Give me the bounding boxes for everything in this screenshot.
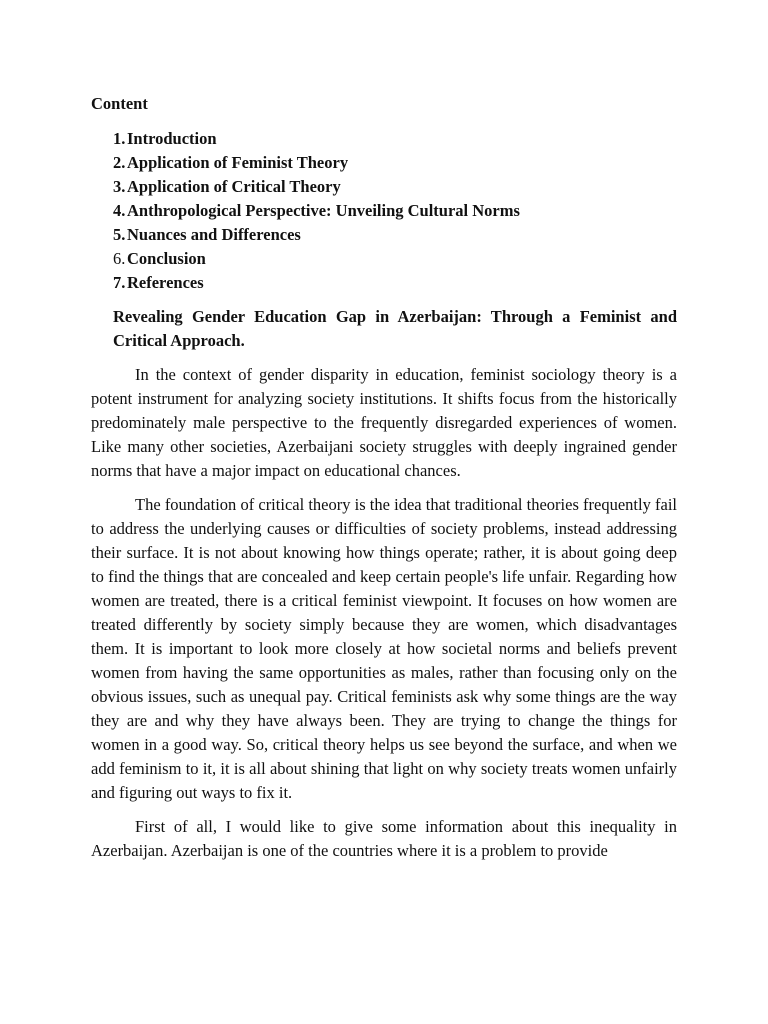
toc-item [91,223,677,247]
toc-number: 6. [113,249,126,268]
toc-label: Conclusion [127,249,206,268]
table-of-contents [91,127,677,295]
toc-item [91,199,677,223]
toc-item [91,127,677,151]
toc-number: 4. [113,201,126,220]
toc-label: References [127,273,204,292]
body-paragraph: First of all, I would like to give some information about this inequality in Azerbaijan. Azerbaijan is one of the countries where it is a problem to provide [91,817,677,860]
body-paragraph: In the context of gender disparity in education, feminist sociology theory is a potent instrument for analyzing society institutions. It shifts focus from the historically predominately male perspective to the frequently disregarded experiences of women. Like many other societies, Azerbaijani society struggles with deeply ingrained gender norms that have a major impact on educational chances. [91,365,677,480]
document-page [91,93,677,873]
toc-item [91,271,677,295]
body-paragraph: The foundation of critical theory is the idea that traditional theories frequently fail to address the underlying causes or difficulties of society problems, instead addressing their surface. It is not about knowing how things operate; rather, it is about going deep to find the things that are concealed and keep certain people's life unfair. Regarding how women are treated, there is a critical feminist viewpoint. It focuses on how women are treated differently by society simply because they are women, which disadvantages them. It is important to look more closely at how societal norms and beliefs prevent women from having the same opportunities as males, rather than focusing only on the obvious issues, such as unequal pay. Critical feminists ask why some things are the way they are and why they have always been. They are trying to change the things for women in a good way. So, critical theory helps us see beyond the surface, and when we add feminism to it, it is all about shining that light on why society treats women unfairly and figuring out ways to fix it. [91,495,677,802]
toc-number: 1. [113,129,126,148]
toc-number: 7. [113,273,126,292]
toc-number: 2. [113,153,126,172]
toc-item [91,151,677,175]
toc-item [91,175,677,199]
toc-item [91,247,677,271]
toc-number: 5. [113,225,126,244]
toc-label: Nuances and Differences [127,225,301,244]
content-heading: Content [91,94,148,113]
toc-label: Anthropological Perspective: Unveiling Cultural Norms [127,201,520,220]
toc-label: Introduction [127,129,217,148]
document-title: Revealing Gender Education Gap in Azerbaijan: Through a Feminist and Critical Approach. [113,307,677,350]
toc-label: Application of Feminist Theory [127,153,349,172]
toc-label: Application of Critical Theory [127,177,341,196]
toc-number: 3. [113,177,126,196]
